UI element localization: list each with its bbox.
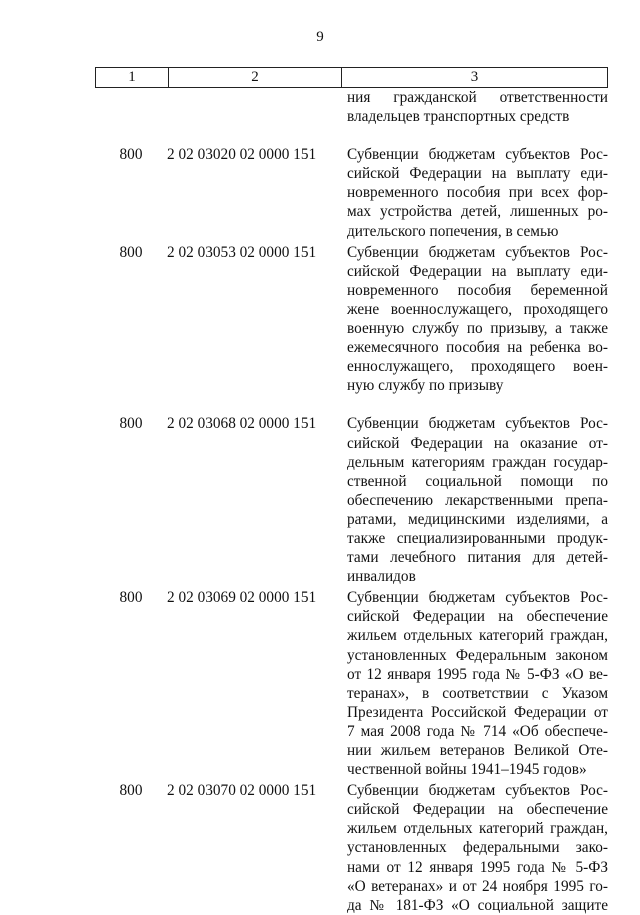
text-line: инвалидов [347,568,416,586]
table-body [95,88,608,915]
text-line: военную службу по призыву, а также [347,320,608,338]
text-line: нами от 12 января 1995 года № 5-ФЗ [347,858,608,876]
admin-code: 800 [119,782,143,800]
table-row [95,243,608,396]
text-line: ную службу по призыву [347,377,504,395]
text-line: сийской Федерации на обеспечение [347,608,608,626]
page-number: 9 [316,29,324,45]
text-line: жильем отдельных категорий граждан, [347,820,608,838]
admin-code: 800 [119,146,143,164]
text-line: от 12 января 1995 года № 5-ФЗ «О ве- [347,665,608,683]
text-line: ственной социальной помощи по [347,472,608,490]
text-line: мах устройства детей, лишенных ро- [347,203,608,221]
text-line: теранах», в соответствии с Указом [347,684,608,702]
text-line: ратами, медицинскими изделиями, а [347,510,608,528]
text-line: ния гражданской ответственности [347,89,608,106]
text-line: Субвенции бюджетам субъектов Рос- [347,415,608,433]
kbk-code: 2 02 03053 02 0000 151 [167,243,317,261]
kbk-code: 2 02 03068 02 0000 151 [167,415,317,433]
text-line: сийской Федерации на оказание от- [347,434,608,452]
description [345,243,608,396]
column-header-2: 2 [169,68,342,88]
text-line: дельным категориям граждан государ- [347,453,608,471]
admin-code: 800 [119,589,143,607]
text-line: «О ветеранах» и от 24 ноября 1995 го- [347,877,608,895]
kbk-code: 2 02 03069 02 0000 151 [167,589,317,607]
text-line: новременного пособия беременной [347,281,608,299]
table-row [95,781,608,915]
text-line: сийской Федерации на выплату еди- [347,165,608,183]
table-row [95,414,608,586]
text-line: новременного пособия при всех фор- [347,184,608,202]
column-header-1: 1 [96,68,169,88]
text-line: также специализированными продук- [347,529,608,547]
text-line: сийской Федерации на обеспечение [347,801,608,819]
text-line: еннослужащего, проходящего воен- [347,358,608,376]
text-line: Субвенции бюджетам субъектов Рос- [347,589,608,607]
text-line: установленных федеральными зако- [347,839,608,857]
column-header-row [95,67,608,88]
text-line: установленных Федеральным законом [347,646,608,664]
text-line: владельцев транспортных средств [347,108,570,126]
table-row [95,145,608,240]
continuation-row [95,88,608,126]
text-line: чественной войны 1941–1945 годов» [347,761,587,779]
table-row [95,588,608,779]
kbk-code: 2 02 03070 02 0000 151 [167,782,317,800]
text-line: дительского попечения, в семью [347,222,559,240]
kbk-code: 2 02 03020 02 0000 151 [167,146,317,164]
text-line: ежемесячного пособия на ребенка во- [347,339,608,357]
description [345,781,608,915]
admin-code: 800 [119,243,143,261]
description [345,588,608,779]
text-line: Президента Российской Федерации от [347,703,608,721]
text-line: жене военнослужащего, проходящего [347,300,608,318]
text-line: нии жильем ветеранов Великой Оте- [347,742,608,759]
text-line: сийской Федерации на выплату еди- [347,262,608,280]
text-line: жильем отдельных категорий граждан, [347,627,608,645]
text-line: 7 мая 2008 года № 714 «Об обеспече- [347,722,608,740]
text-line: да № 181-ФЗ «О социальной защите [347,896,608,914]
text-line: Субвенции бюджетам субъектов Рос- [347,782,608,800]
description [345,414,608,586]
column-header-3: 3 [342,68,608,88]
continuation-text [345,88,608,126]
description [345,145,608,240]
text-line: тами лечебного питания для детей- [347,549,608,567]
text-line: Субвенции бюджетам субъектов Рос- [347,146,608,164]
text-line: обеспечению лекарственными препа- [347,491,608,509]
text-line: Субвенции бюджетам субъектов Рос- [347,243,608,261]
admin-code: 800 [119,415,143,433]
